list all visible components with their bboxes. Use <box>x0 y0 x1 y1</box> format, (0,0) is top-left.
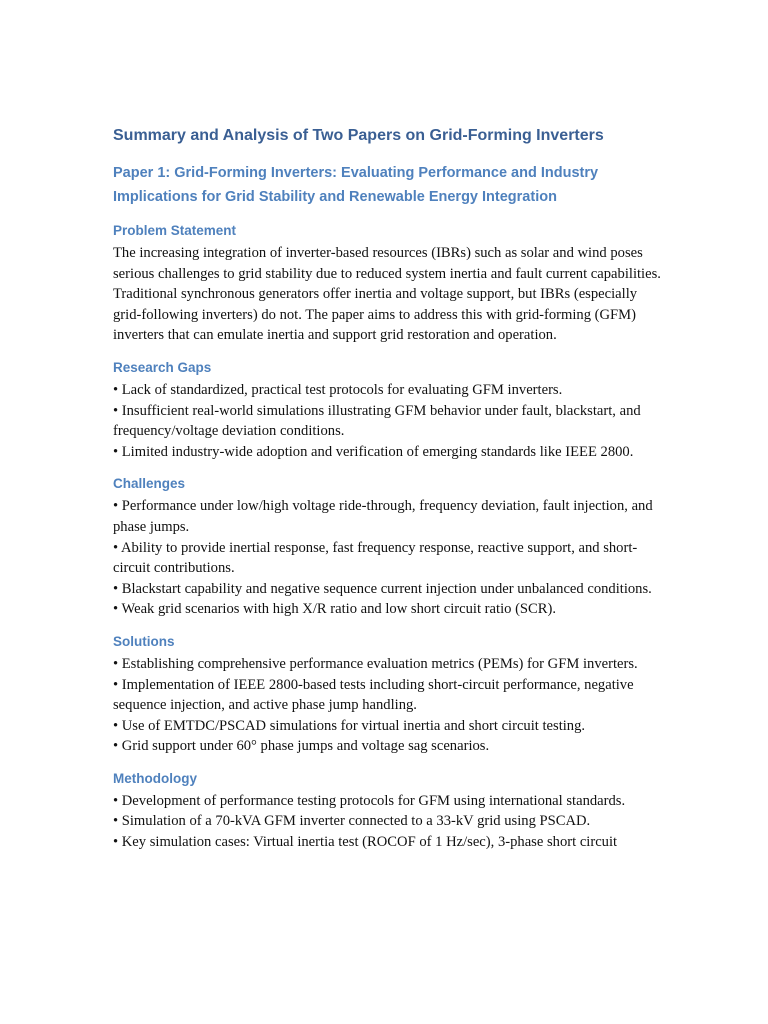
solutions-heading: Solutions <box>113 633 175 649</box>
list-item: • Performance under low/high voltage ride-through, frequency deviation, fault injection, and phase jumps. <box>113 498 653 535</box>
section-problem-statement <box>113 221 661 346</box>
section-challenges <box>113 474 661 620</box>
list-item: • Weak grid scenarios with high X/R ratio and low short circuit ratio (SCR). <box>113 601 557 618</box>
list-item: • Establishing comprehensive performance evaluation metrics (PEMs) for GFM inverters. <box>113 655 638 672</box>
list-item: • Implementation of IEEE 2800-based tests including short-circuit performance, negative sequence injection, and active phase jump handling. <box>113 676 634 714</box>
list-item: • Blackstart capability and negative sequence current injection under unbalanced conditions. <box>113 580 652 597</box>
document-page <box>113 126 661 865</box>
paper-1-title: Paper 1: Grid-Forming Inverters: Evaluating Performance and Industry Implications for Grid Stability and Renewable Energy Integration <box>113 165 599 205</box>
list-item: • Insufficient real-world simulations illustrating GFM behavior under fault, blackstart, and frequency/voltage deviation conditions. <box>113 402 641 440</box>
research-gaps-heading: Research Gaps <box>113 359 212 375</box>
list-item: • Ability to provide inertial response, fast frequency response, reactive support, and short-circuit contributions. <box>113 539 638 577</box>
problem-statement-text: The increasing integration of inverter-based resources (IBRs) such as solar and wind poses serious challenges to grid stability due to reduced system inertia and fault current capabilities. Traditional synchronous generators offer inertia and voltage support, but IBRs (especially grid-following inverters) do not. The paper aims to address this with grid-forming (GFM) inverters that can emulate inertia and support grid restoration and operation. <box>113 245 661 344</box>
methodology-heading: Methodology <box>113 770 197 786</box>
section-solutions <box>113 632 661 757</box>
challenges-list <box>113 496 661 620</box>
document-title: Summary and Analysis of Two Papers on Grid-Forming Inverters <box>113 127 604 144</box>
challenges-heading: Challenges <box>113 476 186 492</box>
section-research-gaps <box>113 358 661 462</box>
methodology-list <box>113 791 661 853</box>
list-item: • Development of performance testing protocols for GFM using international standards. <box>113 792 626 809</box>
list-item: • Simulation of a 70-kVA GFM inverter connected to a 33-kV grid using PSCAD. <box>113 813 591 830</box>
list-item: • Key simulation cases: Virtual inertia test (ROCOF of 1 Hz/sec), 3-phase short circuit <box>113 834 618 851</box>
problem-statement-heading: Problem Statement <box>113 223 237 238</box>
solutions-list <box>113 654 661 757</box>
list-item: • Limited industry-wide adoption and verification of emerging standards like IEEE 2800. <box>113 443 634 460</box>
list-item: • Grid support under 60° phase jumps and voltage sag scenarios. <box>113 738 490 755</box>
section-methodology <box>113 769 661 853</box>
list-item: • Lack of standardized, practical test protocols for evaluating GFM inverters. <box>113 381 563 398</box>
list-item: • Use of EMTDC/PSCAD simulations for virtual inertia and short circuit testing. <box>113 717 586 734</box>
research-gaps-list <box>113 380 661 462</box>
